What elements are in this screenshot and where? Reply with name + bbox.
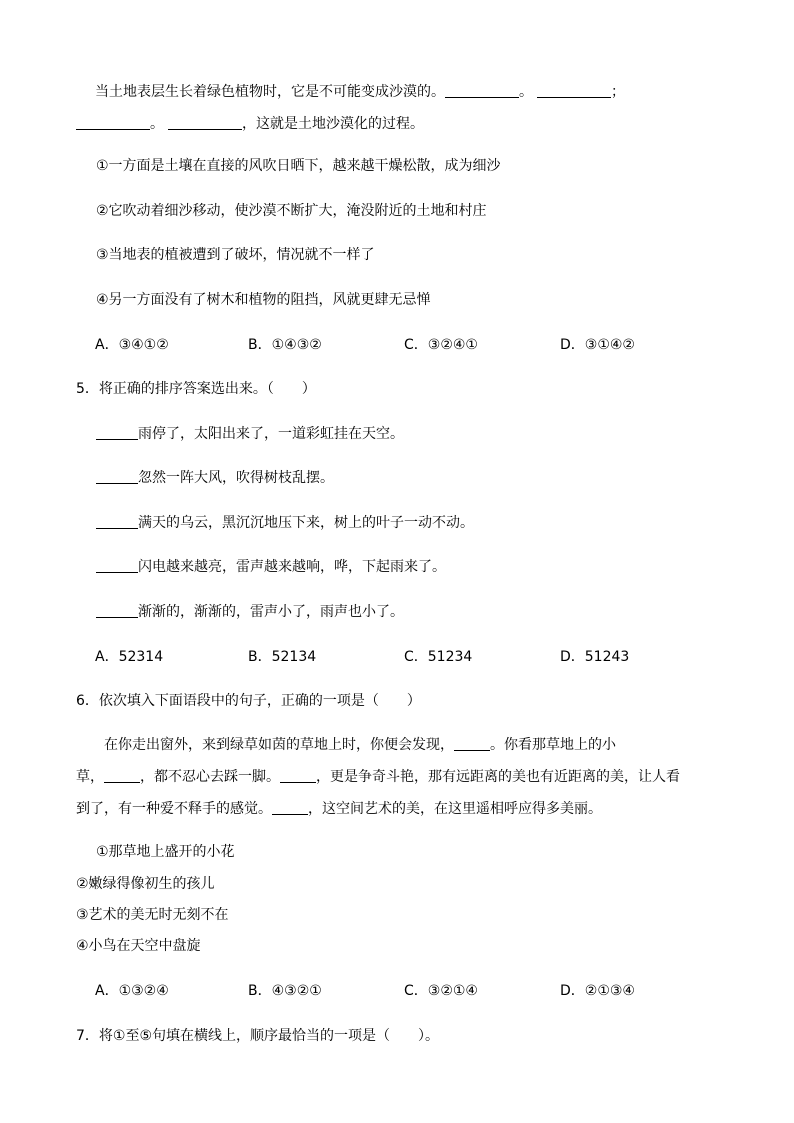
punctuation: 。 [150, 116, 164, 132]
q5-sentence-4 [96, 557, 446, 577]
q4-option-d[interactable]: D．③①④② [560, 337, 635, 353]
q5-sentence-2 [96, 468, 334, 488]
q4-sentence-3: ③当地表的植被遭到了破坏，情况就不一样了 [96, 247, 375, 263]
answer-blank[interactable] [76, 115, 150, 130]
order-blank[interactable] [96, 558, 138, 573]
q6-title: 6．依次填入下面语段中的句子，正确的一项是（ ） [76, 693, 421, 709]
order-blank[interactable] [96, 425, 138, 440]
answer-blank[interactable] [280, 768, 316, 783]
answer-blank[interactable] [104, 768, 140, 783]
q6-paragraph-line-3 [76, 799, 602, 819]
order-blank[interactable] [96, 469, 138, 484]
q6-option-a[interactable]: A．①③②④ [95, 983, 169, 999]
q5-option-c[interactable]: C．51234 [404, 649, 473, 665]
q6-text: 草， [76, 769, 104, 785]
q6-option-d[interactable]: D．②①③④ [560, 983, 635, 999]
q6-text: 在你走出窗外，来到绿草如茵的草地上时，你便会发现， [104, 737, 454, 753]
q6-text: ，更是争奇斗艳，那有远距离的美也有近距离的美，让人看 [316, 769, 680, 785]
q6-paragraph-line-1 [104, 735, 616, 755]
q4-option-c[interactable]: C．③②④① [404, 337, 478, 353]
q4-sentence-2: ②它吹动着细沙移动，使沙漠不断扩大，淹没附近的土地和村庄 [96, 203, 487, 219]
q5-sentence-5 [96, 602, 404, 622]
q6-item-1: ①那草地上盛开的小花 [96, 844, 235, 860]
q5-option-b[interactable]: B．52134 [248, 649, 317, 665]
q6-text: ，这空间艺术的美，在这里遥相呼应得多美丽。 [308, 801, 602, 817]
q5-sentence-text: 雨停了，太阳出来了，一道彩虹挂在天空。 [138, 426, 404, 442]
q6-paragraph-line-2 [76, 767, 680, 787]
q4-sentence-1: ①一方面是土壤在直接的风吹日晒下，越来越干燥松散，成为细沙 [96, 158, 501, 174]
q5-sentence-text: 渐渐的，渐渐的，雷声小了，雨声也小了。 [138, 604, 404, 620]
q5-sentence-1 [96, 424, 404, 444]
answer-blank[interactable] [272, 800, 308, 815]
q6-option-b[interactable]: B．④③②① [248, 983, 322, 999]
order-blank[interactable] [96, 514, 138, 529]
q5-sentence-text: 满天的乌云，黑沉沉地压下来，树上的叶子一动不动。 [138, 515, 474, 531]
q7-title: 7．将①至⑤句填在横线上，顺序最恰当的一项是（ ）。 [76, 1028, 440, 1044]
q6-option-c[interactable]: C．③②①④ [404, 983, 478, 999]
q6-text: 。你看那草地上的小 [490, 737, 616, 753]
q4-option-b[interactable]: B．①④③② [248, 337, 322, 353]
answer-blank[interactable] [537, 83, 611, 98]
q6-item-2: ②嫩绿得像初生的孩儿 [76, 876, 215, 892]
q5-option-a[interactable]: A．52314 [95, 649, 164, 665]
answer-blank[interactable] [454, 736, 490, 751]
punctuation: 。 [519, 84, 533, 100]
answer-blank[interactable] [445, 83, 519, 98]
intro-text: 当土地表层生长着绿色植物时，它是不可能变成沙漠的。 [95, 84, 445, 100]
order-blank[interactable] [96, 603, 138, 618]
intro-line-1 [95, 82, 625, 102]
q5-title: 5．将正确的排序答案选出来。（ ） [76, 381, 316, 397]
q4-option-a[interactable]: A．③④①② [95, 337, 169, 353]
q6-item-4: ④小鸟在天空中盘旋 [76, 938, 201, 954]
q6-item-3: ③艺术的美无时无刻不在 [76, 907, 229, 923]
q6-text: ，都不忍心去踩一脚。 [140, 769, 280, 785]
intro-text: ，这就是土地沙漠化的过程。 [242, 116, 424, 132]
q5-sentence-text: 闪电越来越亮，雷声越来越响，哗，下起雨来了。 [138, 559, 446, 575]
q4-sentence-4: ④另一方面没有了树木和植物的阻挡，风就更肆无忌惮 [96, 292, 431, 308]
q5-option-d[interactable]: D．51243 [560, 649, 630, 665]
intro-line-2 [76, 114, 424, 134]
q6-text: 到了，有一种爱不释手的感觉。 [76, 801, 272, 817]
q5-sentence-3 [96, 513, 474, 533]
q5-sentence-text: 忽然一阵大风，吹得树枝乱摆。 [138, 470, 334, 486]
answer-blank[interactable] [168, 115, 242, 130]
punctuation: ； [611, 84, 625, 100]
